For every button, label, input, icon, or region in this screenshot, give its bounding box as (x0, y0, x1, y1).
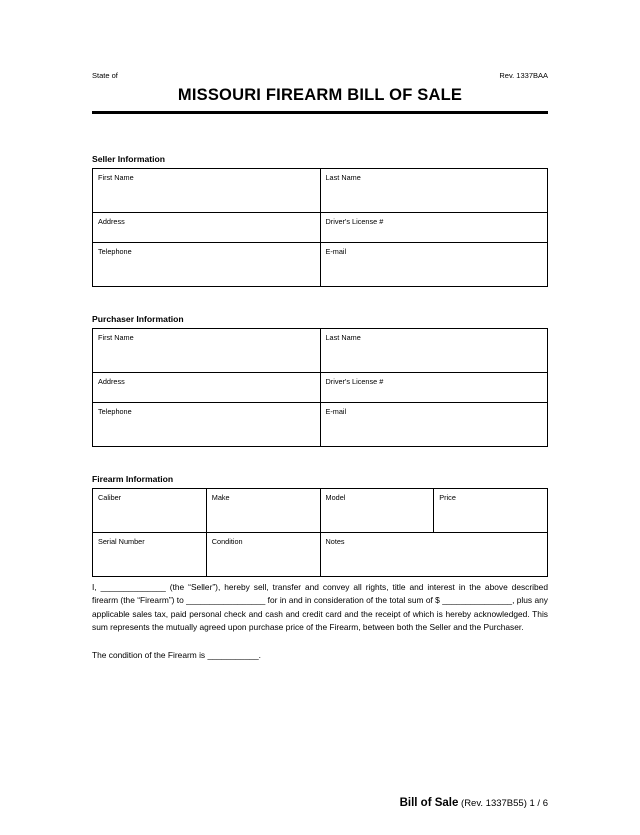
purchaser-section-title: Purchaser Information (92, 313, 184, 324)
purchaser-email-cell[interactable]: E-mail (320, 402, 548, 446)
table-row (93, 402, 548, 446)
document-header (92, 72, 548, 80)
firearm-condition-cell[interactable]: Condition (206, 532, 320, 576)
table-row (93, 532, 548, 576)
seller-address-cell[interactable]: Address (93, 212, 321, 242)
spacer (92, 114, 548, 154)
purchaser-drivers-license-cell[interactable]: Driver's License # (320, 372, 548, 402)
firearm-caliber-cell[interactable]: Caliber (93, 488, 207, 532)
table-row (93, 242, 548, 286)
table-row (93, 328, 548, 372)
state-of-label: State of (92, 71, 118, 80)
seller-email-cell[interactable]: E-mail (320, 242, 548, 286)
seller-first-name-cell[interactable]: First Name (93, 168, 321, 212)
purchaser-address-cell[interactable]: Address (93, 372, 321, 402)
table-row (93, 488, 548, 532)
firearm-price-cell[interactable]: Price (434, 488, 548, 532)
firearm-serial-number-cell[interactable]: Serial Number (93, 532, 207, 576)
document-footer (400, 797, 548, 809)
spacer (92, 447, 548, 474)
firearm-section-title: Firearm Information (92, 473, 174, 484)
purchaser-last-name-cell[interactable]: Last Name (320, 328, 548, 372)
footer-label: Bill of Sale (399, 797, 459, 809)
table-row (93, 212, 548, 242)
seller-section-title: Seller Information (92, 153, 166, 164)
revision-label: Rev. 1337BAA (499, 71, 548, 80)
agreement-paragraph-1: I, ______________ (the “Seller”), hereby sell, transfer and convey all rights, title and interest in the above described firearm (the “Firearm”) to _________________ for in and in consideration of the total sum of $ _______________, plus any applicable sales tax, paid personal check and cash and credit card and the receipt of which is hereby acknowledged. This sum represents the mutually agreed upon purchase price of the Firearm, between both the Seller and the Purchaser. (92, 581, 548, 633)
seller-information-table (92, 168, 548, 287)
purchaser-first-name-cell[interactable]: First Name (93, 328, 321, 372)
table-row (93, 168, 548, 212)
spacer (92, 287, 548, 314)
firearm-make-cell[interactable]: Make (206, 488, 320, 532)
firearm-notes-cell[interactable]: Notes (320, 532, 548, 576)
firearm-model-cell[interactable]: Model (320, 488, 434, 532)
seller-drivers-license-cell[interactable]: Driver's License # (320, 212, 548, 242)
footer-detail: (Rev. 1337B55) 1 / 6 (458, 798, 548, 809)
page-title: MISSOURI FIREARM BILL OF SALE (177, 85, 463, 104)
purchaser-information-table (92, 328, 548, 447)
firearm-information-table (92, 488, 548, 577)
seller-telephone-cell[interactable]: Telephone (93, 242, 321, 286)
agreement-paragraph-2: The condition of the Firearm is ___________. (92, 649, 262, 660)
table-row (93, 372, 548, 402)
seller-last-name-cell[interactable]: Last Name (320, 168, 548, 212)
purchaser-telephone-cell[interactable]: Telephone (93, 402, 321, 446)
